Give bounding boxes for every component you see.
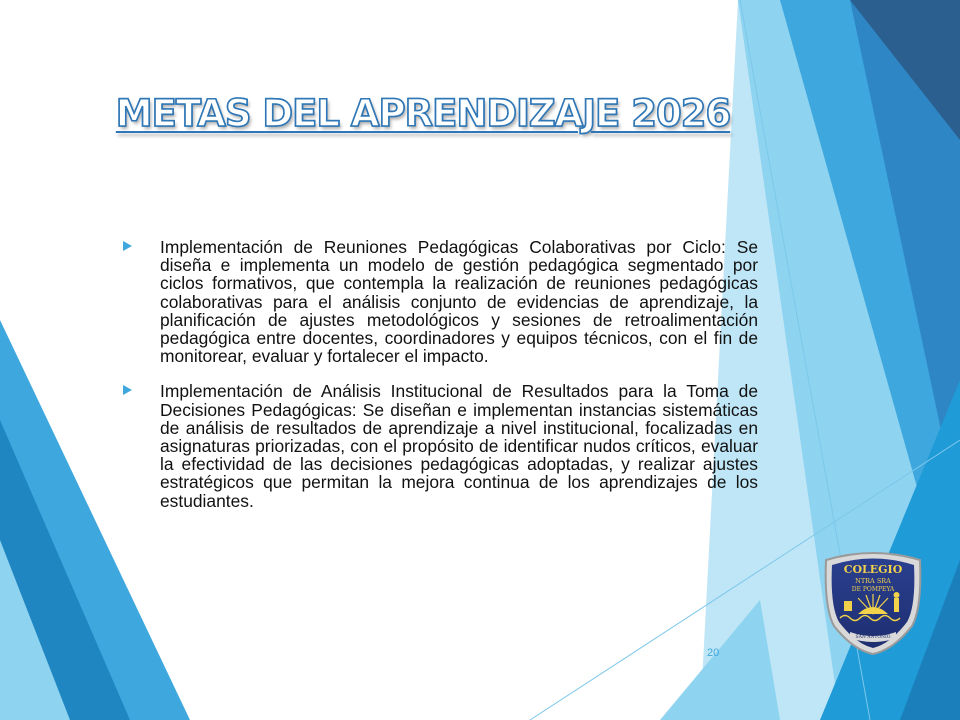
bullet-arrow-icon — [123, 241, 132, 251]
bullet-text: Implementación de Reuniones Pedagógicas Colaborativas por Ciclo: Se diseña e implementa un modelo de gestión pedagógica segmentado por ciclos formativos, que contempla la realización de reuniones pedagógicas colaborativas para el análisis conjunto de evidencias de aprendizaje, la planificación de ajustes metodológicos y sesiones de retroalimentación pedagógica entre docentes, coordinadores y equipos técnicos, con el fin de monitorear, evaluar y fortalecer el impacto. — [160, 237, 758, 367]
svg-text:SAN ANTONIO: SAN ANTONIO — [855, 635, 891, 640]
svg-text:DE POMPEYA: DE POMPEYA — [851, 586, 895, 593]
bullet-item — [123, 382, 758, 509]
bullet-text: Implementación de Análisis Institucional de Resultados para la Toma de Decisiones Pedagógicas: Se diseñan e implementan instancias sistemáticas de análisis de resultados de aprendizaje a nivel institucional, focalizadas en asignaturas priorizadas, con el propósito de identificar nudos críticos, evaluar la efectividad de las decisiones pedagógicas adoptadas, y realizar ajustes estratégicos que permitan la mejora continua de los aprendizajes de los estudiantes. — [160, 381, 758, 511]
bullet-item — [123, 238, 758, 365]
bullet-arrow-icon — [123, 385, 132, 395]
svg-text:NTRA SRA: NTRA SRA — [855, 577, 891, 585]
svg-text:COLEGIO: COLEGIO — [843, 563, 903, 576]
page-number: 20 — [707, 647, 720, 659]
school-crest-icon — [818, 546, 928, 656]
bullet-list — [123, 238, 758, 527]
slide-title: METAS DEL APRENDIZAJE 2026 — [115, 92, 731, 135]
